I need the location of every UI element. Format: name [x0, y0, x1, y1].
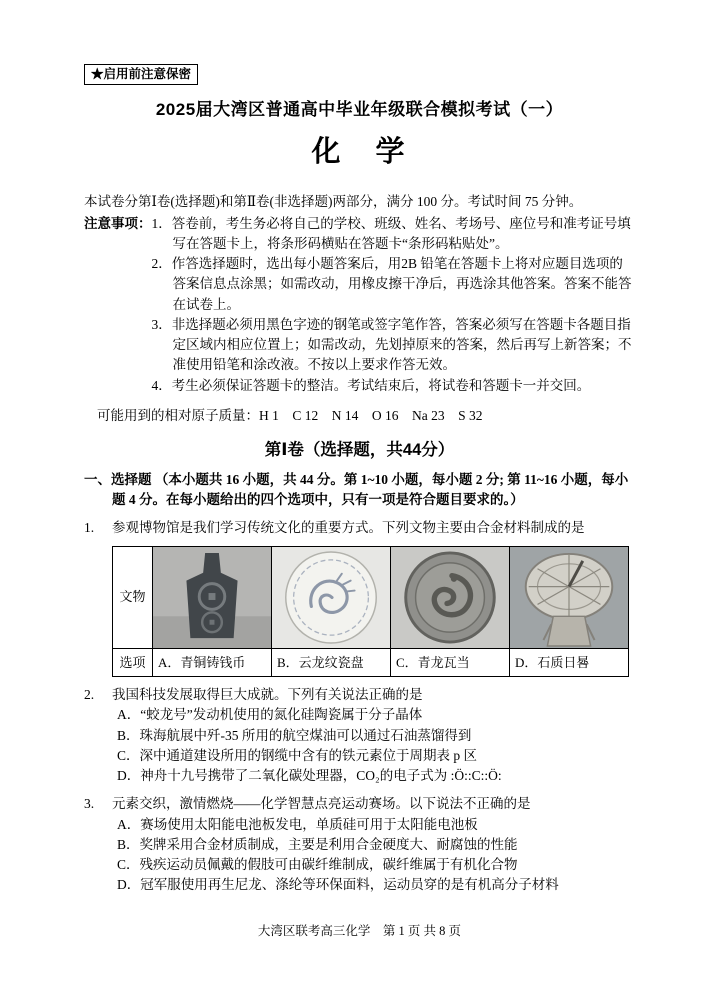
question-3-stem	[84, 794, 635, 814]
paper-info: 本试卷分第Ⅰ卷(选择题)和第Ⅱ卷(非选择题)两部分，满分 100 分。考试时间 75 分钟。	[84, 194, 583, 210]
question-1-artifact-table	[112, 546, 629, 678]
green-dragon-tile-end-image	[391, 547, 509, 648]
exam-title: 2025届大湾区普通高中毕业年级联合模拟考试（一）	[155, 100, 564, 120]
note-item-2: 2．作答选择题时，选出每小题答案后，用2B 铅笔在答题卡上将对应题目选项的答案信息点涂黑；如需改动，用橡皮擦干净后，再选涂其他答案。答案不能答在试卷上。	[151, 256, 632, 312]
question-3-text: 元素交织，激情燃烧——化学智慧点亮运动赛场。以下说法不正确的是	[112, 796, 531, 812]
question-1-stem	[84, 518, 635, 538]
question-1-text: 参观博物馆是我们学习传统文化的重要方式。下列文物主要由合金材料制成的是	[112, 520, 585, 536]
artifact-cell-d	[510, 546, 629, 648]
question-3-option-d: D．冠军服使用再生尼龙、涤纶等环保面料，运动员穿的是有机高分子材料	[117, 877, 559, 893]
question-2	[84, 685, 635, 786]
question-3	[84, 794, 635, 895]
notes-list	[152, 214, 636, 396]
note-item-1: 1．答卷前，考生务必将自己的学校、班级、姓名、考场号、座位号和准考证号填写在答题卡上，将条形码横贴在答题卡“条形码粘贴处”。	[151, 215, 631, 251]
question-1-option-b: B．云龙纹瓷盘	[272, 648, 391, 677]
question-2-option-d: D．神舟十九号携带了二氧化碳处理器，CO₂的电子式为 :Ö::C::Ö:	[117, 768, 502, 784]
question-3-option-c: C．残疾运动员佩戴的假肢可由碳纤维制成，碳纤维属于有机化合物	[117, 857, 518, 873]
question-2-option-a: A．“蛟龙号”发动机使用的氮化硅陶瓷属于分子晶体	[117, 707, 423, 723]
note-item-3: 3．非选择题必须用黑色字迹的钢笔或签字笔作答，答案必须写在答题卡各题目指定区域内相应位置上；如需改动，先划掉原来的答案，然后再写上新答案；不准使用铅笔和涂改液。不按以上要求作答无效。	[151, 316, 632, 373]
question-1-number: 1.	[84, 520, 95, 536]
cloud-dragon-porcelain-plate-image	[272, 547, 390, 648]
artifact-cell-b	[272, 546, 391, 648]
subject-title: 化 学	[311, 135, 408, 168]
question-1-option-a: A．青铜铸钱币	[153, 648, 272, 677]
section-title: 第Ⅰ卷（选择题，共44分）	[264, 441, 455, 460]
section-instructions: 一、选择题 （本小题共 16 小题，共 44 分。第 1~10 小题，每小题 2 分; 第 11~16 小题，每小题 4 分。在每小题给出的四个选项中，只有一项是符合题目要求的。）	[84, 471, 629, 508]
artifact-image-row	[113, 546, 629, 648]
question-3-option-b: B．奖牌采用合金材质制成，主要是利用合金硬度大、耐腐蚀的性能	[117, 836, 518, 852]
table-label-artifact: 文物	[113, 546, 153, 648]
bronze-coin-mold-image	[153, 547, 271, 648]
atomic-mass-note: 可能用到的相对原子质量：H 1 C 12 N 14 O 16 Na 23 S 32	[97, 407, 483, 423]
question-2-option-c: C．深中通道建设所用的钢缆中含有的铁元素位于周期表 p 区	[117, 747, 478, 763]
note-item-4: 4．考生必须保证答题卡的整洁。考试结束后，将试卷和答题卡一并交回。	[151, 377, 591, 393]
artifact-cell-a	[153, 546, 272, 648]
question-1-option-d: D．石质日晷	[510, 648, 629, 677]
notes-section	[84, 214, 635, 396]
stone-sundial-image	[510, 547, 628, 648]
question-2-option-b: B．珠海航展中歼-35 所用的航空煤油可以通过石油蒸馏得到	[117, 727, 472, 743]
question-2-number: 2.	[84, 687, 95, 703]
artifact-option-row	[113, 648, 629, 677]
table-label-option: 选项	[113, 648, 153, 677]
artifact-cell-c	[391, 546, 510, 648]
question-1	[84, 518, 635, 677]
page-footer: 大湾区联考高三化学 第 1 页 共 8 页	[257, 924, 462, 939]
question-3-option-a: A．赛场使用太阳能电池板发电，单质硅可用于太阳能电池板	[117, 816, 478, 832]
question-2-stem	[84, 685, 635, 705]
question-1-option-c: C．青龙瓦当	[391, 648, 510, 677]
security-notice: ★启用前注意保密	[84, 64, 198, 85]
question-3-number: 3.	[84, 796, 95, 812]
question-2-text: 我国科技发展取得巨大成就。下列有关说法正确的是	[112, 687, 423, 703]
notes-label: 注意事项：	[84, 215, 152, 231]
